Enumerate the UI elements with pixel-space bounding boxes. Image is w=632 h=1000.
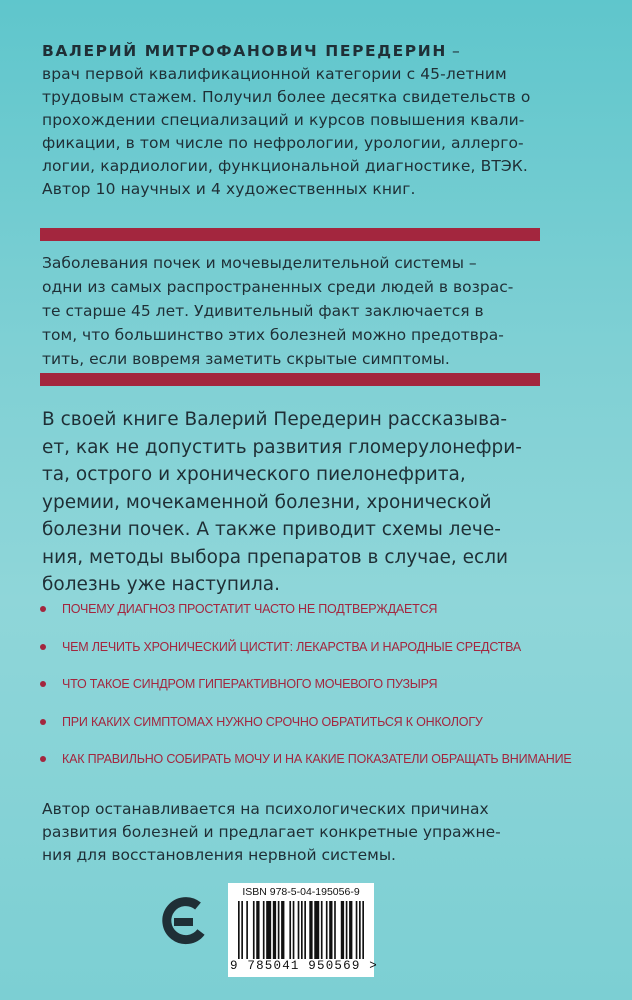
bullet-dot-icon <box>40 681 46 687</box>
outro-paragraph <box>42 798 602 867</box>
barcode-digits: 9 785041 950569 > <box>230 959 378 973</box>
list-item <box>40 748 610 786</box>
author-bio-line: Автор 10 научных и 4 художественных книг. <box>42 180 416 198</box>
list-item-text: КАК ПРАВИЛЬНО СОБИРАТЬ МОЧУ И НА КАКИЕ ПОКАЗАТЕЛИ ОБРАЩАТЬ ВНИМАНИЕ <box>62 752 572 766</box>
author-name: ВАЛЕРИЙ МИТРОФАНОВИЧ ПЕРЕДЕРИН <box>42 42 447 60</box>
outro-line: Автор останавливается на психологических причинах <box>42 800 489 818</box>
list-item <box>40 673 610 711</box>
bullet-list <box>40 598 610 786</box>
list-item <box>40 636 610 674</box>
main-line: болезни почек. А также приводит схемы лече- <box>42 519 501 540</box>
divider-bar-bottom <box>40 373 540 386</box>
main-line: уремии, мочекаменной болезни, хронической <box>42 491 492 513</box>
author-bio-line: трудовым стажем. Получил более десятка свидетельств о <box>42 88 531 106</box>
bullet-dot-icon <box>40 644 46 650</box>
bullet-dot-icon <box>40 756 46 762</box>
main-paragraph <box>42 406 602 599</box>
intro-line: одни из самых распространенных среди людей в возрас- <box>42 278 514 296</box>
list-item-text: ЧЕМ ЛЕЧИТЬ ХРОНИЧЕСКИЙ ЦИСТИТ: ЛЕКАРСТВА И НАРОДНЫЕ СРЕДСТВА <box>62 639 522 654</box>
author-bio-first-line: ВАЛЕРИЙ МИТРОФАНОВИЧ ПЕРЕДЕРИН – <box>42 42 460 60</box>
intro-paragraph <box>42 251 602 371</box>
author-bio <box>42 40 602 201</box>
list-item <box>40 711 610 749</box>
author-bio-line: прохождении специализаций и курсов повышения квали- <box>42 111 525 129</box>
barcode-bars <box>238 901 364 959</box>
main-line: В своей книге Валерий Передерин рассказыва- <box>42 409 508 430</box>
outro-line: ния для восстановления нервной системы. <box>42 846 396 864</box>
list-item <box>40 598 610 636</box>
main-line: ет, как не допустить развития гломерулонефри- <box>42 436 522 458</box>
eksmo-logo-icon <box>158 896 208 948</box>
main-line: ния, методы выбора препаратов в случае, если <box>42 546 509 568</box>
intro-line: Заболевания почек и мочевыделительной системы – <box>42 254 477 272</box>
list-item-text: ЧТО ТАКОЕ СИНДРОМ ГИПЕРАКТИВНОГО МОЧЕВОГО ПУЗЫРЯ <box>62 677 438 691</box>
list-item-text: ПРИ КАКИХ СИМПТОМАХ НУЖНО СРОЧНО ОБРАТИТЬСЯ К ОНКОЛОГУ <box>62 714 483 729</box>
outro-line: развития болезней и предлагает конкретные упражне- <box>42 823 501 841</box>
bullet-dot-icon <box>40 719 46 725</box>
author-bio-line: врач первой квалификационной категории с 45-летним <box>42 65 507 83</box>
author-bio-line: фикации, в том числе по нефрологии, урологии, аллерго- <box>42 134 524 152</box>
list-item-text: ПОЧЕМУ ДИАГНОЗ ПРОСТАТИТ ЧАСТО НЕ ПОДТВЕРЖДАЕТСЯ <box>62 602 438 616</box>
isbn-label: ISBN 978-5-04-195056-9 <box>242 886 360 898</box>
barcode <box>228 883 378 977</box>
intro-line: том, что большинство этих болезней можно предотвра- <box>42 326 504 344</box>
bullet-dot-icon <box>40 606 46 612</box>
intro-line: тить, если вовремя заметить скрытые симптомы. <box>42 350 450 368</box>
main-line: та, острого и хронического пиелонефрита, <box>42 464 466 485</box>
author-bio-line: логии, кардиологии, функциональной диагностике, ВТЭК. <box>42 157 528 175</box>
intro-line: те старше 45 лет. Удивительный факт заключается в <box>42 302 484 320</box>
main-line: болезнь уже наступила. <box>42 574 281 595</box>
divider-bar-top <box>40 228 540 241</box>
